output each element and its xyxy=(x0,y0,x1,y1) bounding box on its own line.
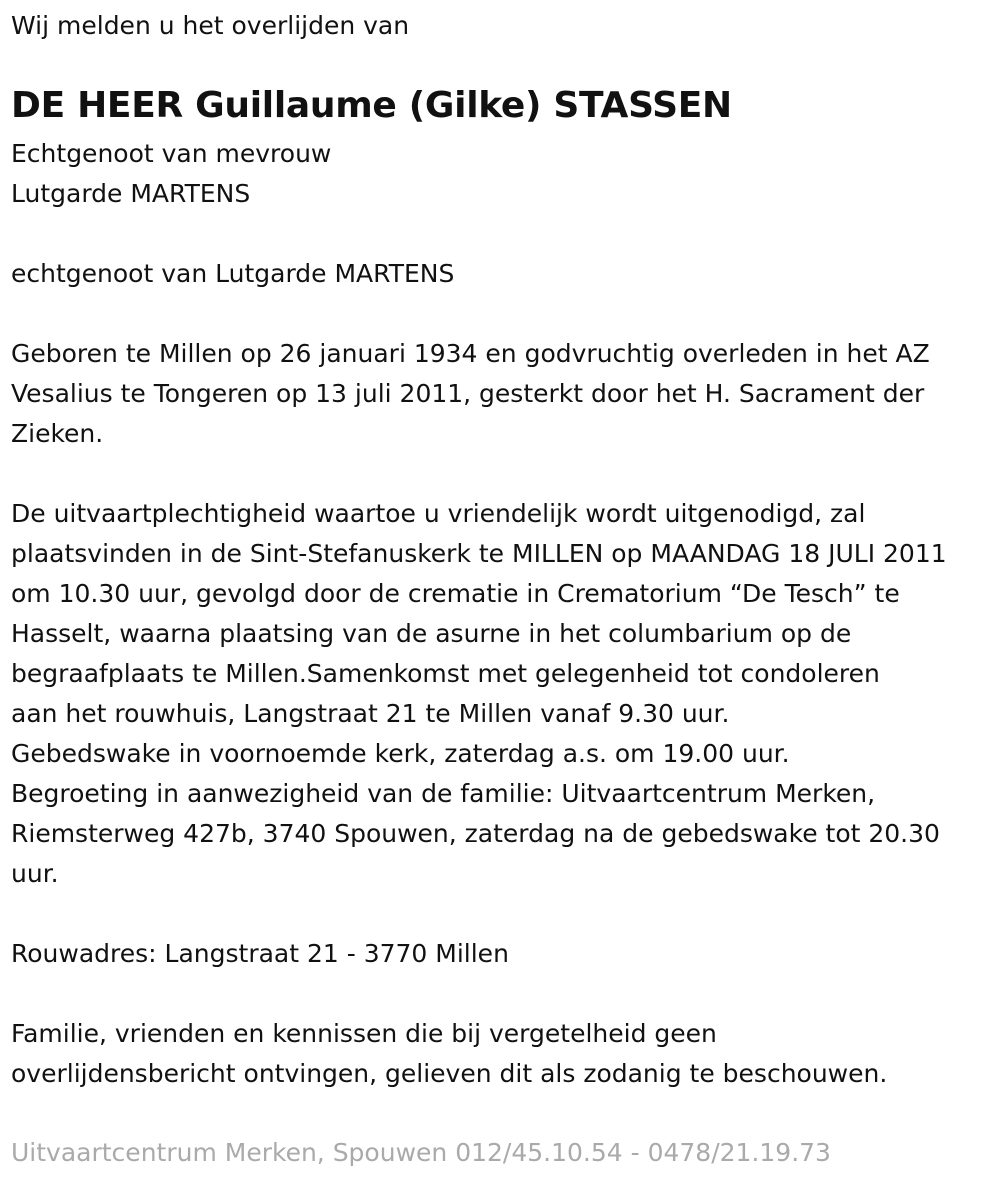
deceased-name: DE HEER Guillaume (Gilke) STASSEN xyxy=(11,85,732,126)
spouse-block xyxy=(11,134,331,214)
paragraph-line: Riemsterweg 427b, 3740 Spouwen, zaterdag na de gebedswake tot 20.30 xyxy=(11,819,940,848)
paragraph-line: Gebedswake in voornoemde kerk, zaterdag a.s. om 19.00 uur. xyxy=(11,739,790,768)
paragraph-line: aan het rouwhuis, Langstraat 21 te Millen vanaf 9.30 uur. xyxy=(11,699,730,728)
notice-paragraph xyxy=(11,1014,887,1094)
paragraph-line: overlijdensbericht ontvingen, gelieven dit als zodanig te beschouwen. xyxy=(11,1059,888,1088)
spouse-line: Echtgenoot van mevrouw xyxy=(11,139,332,168)
spouse-line: Lutgarde MARTENS xyxy=(11,179,251,208)
paragraph-line: Familie, vrienden en kennissen die bij vergetelheid geen xyxy=(11,1019,717,1048)
spouse-note xyxy=(11,254,454,294)
funeral-paragraph xyxy=(11,494,947,894)
address-text: Rouwadres: Langstraat 21 - 3770 Millen xyxy=(11,939,509,968)
paragraph-line: Hasselt, waarna plaatsing van de asurne in het columbarium op de xyxy=(11,619,852,648)
paragraph-line: Vesalius te Tongeren op 13 juli 2011, gesterkt door het H. Sacrament der xyxy=(11,379,925,408)
paragraph-line: Begroeting in aanwezigheid van de familie: Uitvaartcentrum Merken, xyxy=(11,779,876,808)
paragraph-line: uur. xyxy=(11,859,59,888)
intro-text: Wij melden u het overlijden van xyxy=(11,11,410,40)
spouse-note-text: echtgenoot van Lutgarde MARTENS xyxy=(11,259,455,288)
paragraph-line: plaatsvinden in de Sint-Stefanuskerk te MILLEN op MAANDAG 18 JULI 2011 xyxy=(11,539,947,568)
paragraph-line: om 10.30 uur, gevolgd door de crematie in Crematorium “De Tesch” te xyxy=(11,579,900,608)
birth-death-paragraph xyxy=(11,334,930,454)
paragraph-line: De uitvaartplechtigheid waartoe u vriendelijk wordt uitgenodigd, zal xyxy=(11,499,866,528)
paragraph-line: begraafplaats te Millen.Samenkomst met gelegenheid tot condoleren xyxy=(11,659,880,688)
mourning-address xyxy=(11,934,509,974)
paragraph-line: Zieken. xyxy=(11,419,104,448)
paragraph-line: Geboren te Millen op 26 januari 1934 en godvruchtig overleden in het AZ xyxy=(11,339,930,368)
funeral-home-footer: Uitvaartcentrum Merken, Spouwen 012/45.10.54 - 0478/21.19.73 xyxy=(11,1138,831,1167)
